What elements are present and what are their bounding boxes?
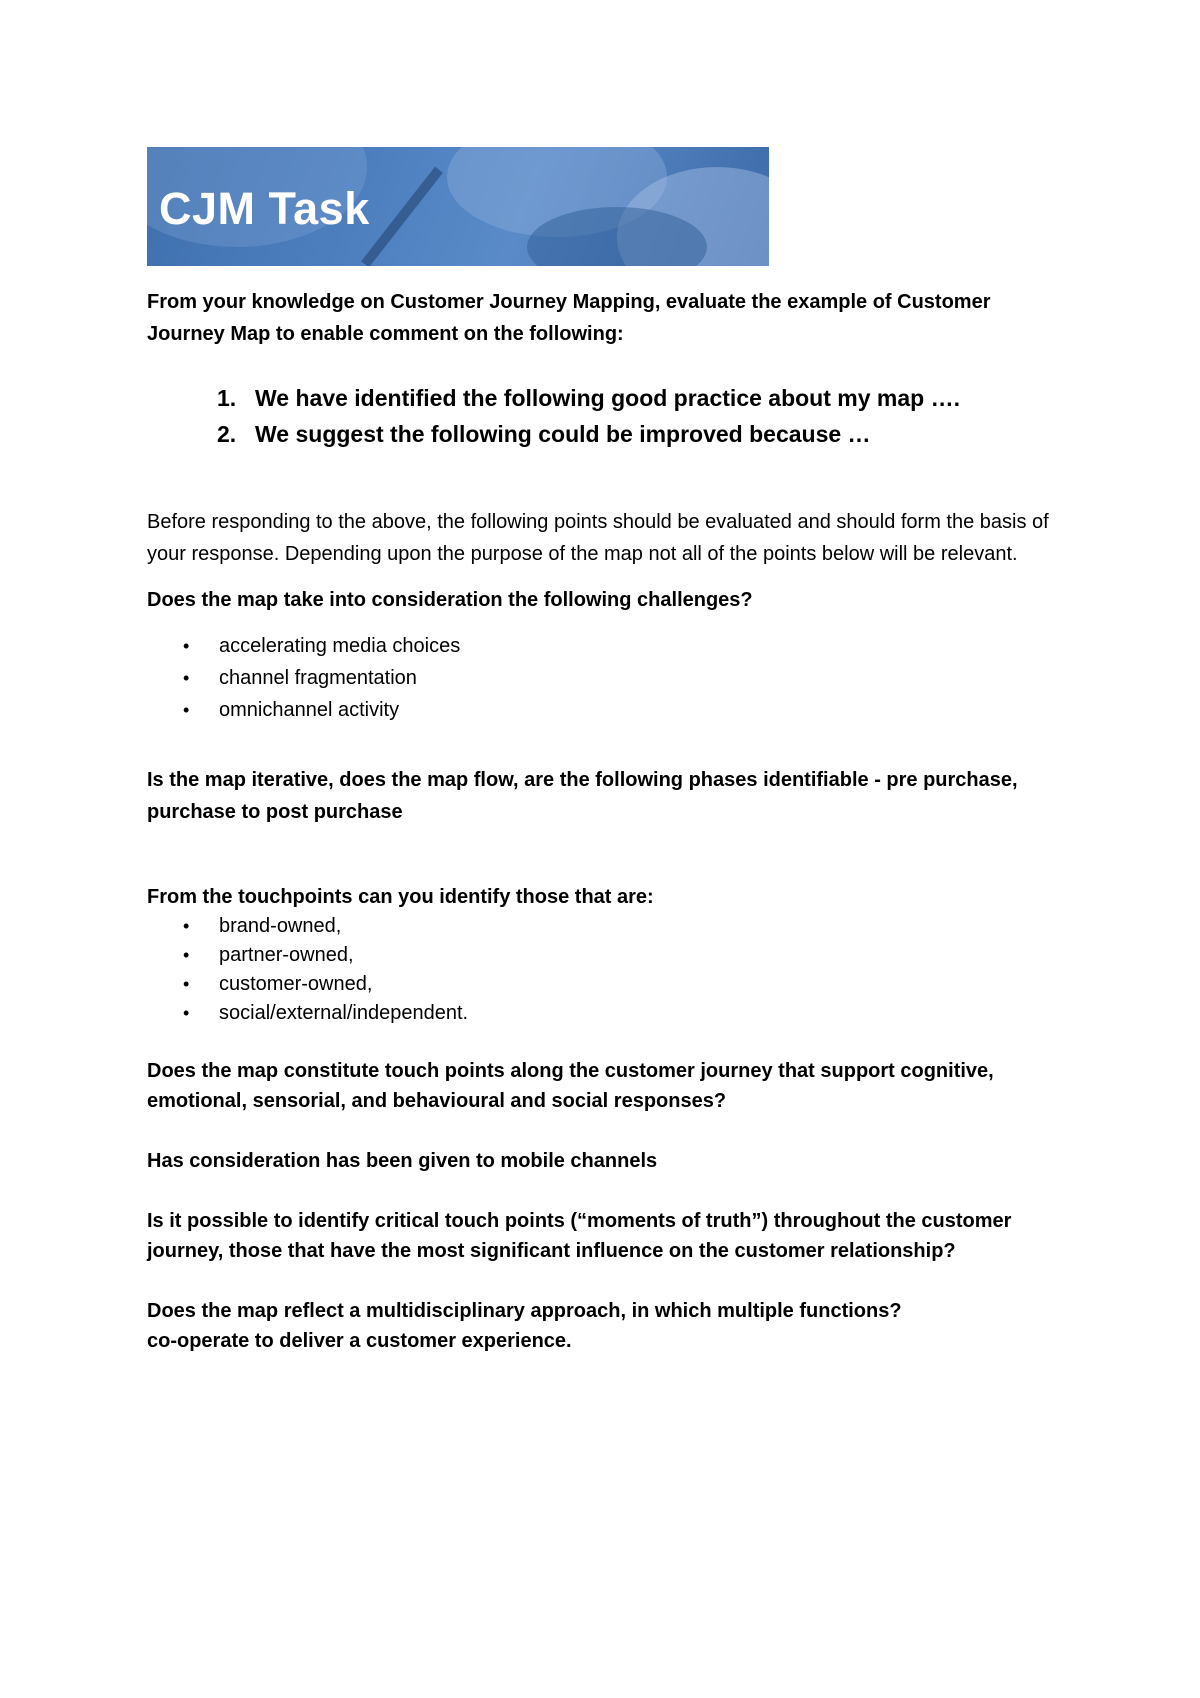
numbered-item xyxy=(217,380,1067,416)
bullet-icon: • xyxy=(183,700,190,720)
bullet-icon: • xyxy=(183,916,190,936)
mobile-question: Has consideration has been given to mobile channels xyxy=(147,1150,658,1172)
banner-title: CJM Task xyxy=(159,183,370,234)
list-item xyxy=(183,941,1067,970)
list-item-text: channel fragmentation xyxy=(219,667,417,689)
multidisciplinary-continuation: co-operate to deliver a customer experience. xyxy=(147,1330,572,1352)
intro-paragraph: From your knowledge on Customer Journey Mapping, evaluate the example of Customer Journey Map to enable comment on the following: xyxy=(147,291,991,345)
multidisciplinary-question: Does the map reflect a multidisciplinary approach, in which multiple functions? xyxy=(147,1300,902,1322)
iterative-question: Is the map iterative, does the map flow, are the following phases identifiable - pre purchase, purchase to post purchase xyxy=(147,769,1018,823)
list-item xyxy=(183,694,1067,726)
list-item xyxy=(183,999,1067,1028)
critical-touchpoints-question: Is it possible to identify critical touch points (“moments of truth”) throughout the customer journey, those that have the most significant influence on the customer relationship? xyxy=(147,1210,1012,1262)
cjm-task-banner-image xyxy=(147,147,769,266)
bullet-icon: • xyxy=(183,945,190,965)
numbered-item-text: We have identified the following good practice about my map …. xyxy=(255,385,960,411)
list-item-text: omnichannel activity xyxy=(219,699,400,721)
document-page xyxy=(147,147,1067,1356)
numbered-list xyxy=(147,380,1067,452)
challenges-list xyxy=(147,630,1067,726)
numbered-item-number: 2. xyxy=(217,421,237,447)
numbered-item-number: 1. xyxy=(217,385,237,411)
list-item xyxy=(183,630,1067,662)
list-item-text: partner-owned, xyxy=(219,944,354,966)
touchpoints-question: From the touchpoints can you identify those that are: xyxy=(147,886,654,908)
challenges-question: Does the map take into consideration the following challenges? xyxy=(147,589,753,611)
banner-pen-graphic xyxy=(361,167,443,266)
numbered-item-text: We suggest the following could be improved because … xyxy=(255,421,871,447)
list-item xyxy=(183,970,1067,999)
bullet-icon: • xyxy=(183,668,190,688)
responses-question: Does the map constitute touch points along the customer journey that support cognitive, emotional, sensorial, and behavioural and social responses? xyxy=(147,1060,994,1112)
numbered-item xyxy=(217,416,1067,452)
list-item xyxy=(183,662,1067,694)
list-item-text: customer-owned, xyxy=(219,973,373,995)
touchpoints-list xyxy=(147,912,1067,1028)
list-item-text: accelerating media choices xyxy=(219,635,461,657)
bullet-icon: • xyxy=(183,1003,190,1023)
list-item xyxy=(183,912,1067,941)
bullet-icon: • xyxy=(183,636,190,656)
list-item-text: social/external/independent. xyxy=(219,1002,469,1024)
bullet-icon: • xyxy=(183,974,190,994)
before-responding-paragraph: Before responding to the above, the following points should be evaluated and should form the basis of your response. Depending upon the purpose of the map not all of the points below will be relevant. xyxy=(147,511,1049,565)
list-item-text: brand-owned, xyxy=(219,915,342,937)
